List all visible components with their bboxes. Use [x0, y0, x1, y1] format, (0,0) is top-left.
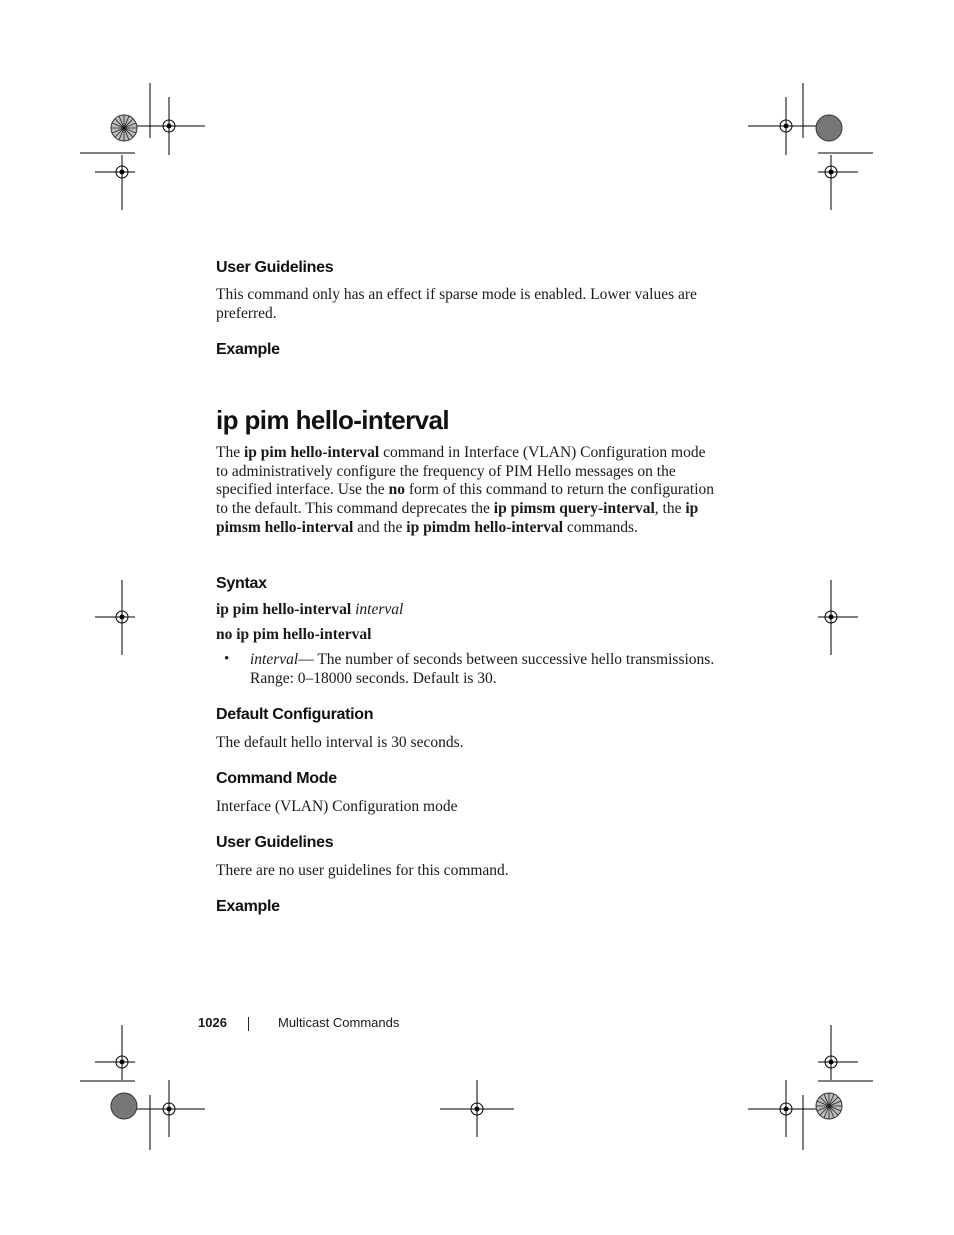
- example-heading-2: Example: [216, 898, 280, 915]
- user-guidelines-heading-2: User Guidelines: [216, 834, 334, 851]
- command-description: The ip pim hello-interval command in Interface (VLAN) Configuration mode to administratively configure the frequency of PIM Hello messages on the specified interface. Use the no form of this command to return the configuration to the default. This command deprecates the ip pimsm query-interval, the ip pimsm hello-interval and the ip pimdm hello-interval commands.: [216, 444, 715, 536]
- syntax-line-2: no ip pim hello-interval: [216, 626, 372, 643]
- default-configuration-text: The default hello interval is 30 seconds.: [216, 734, 464, 751]
- syntax-heading: Syntax: [216, 575, 267, 592]
- user-guidelines-text: This command only has an effect if sparse mode is enabled. Lower values are preferred.: [216, 286, 697, 322]
- user-guidelines-text-2: There are no user guidelines for this command.: [216, 862, 509, 879]
- page-number: 1026: [198, 1015, 227, 1030]
- command-title: ip pim hello-interval: [216, 405, 449, 435]
- command-mode-text: Interface (VLAN) Configuration mode: [216, 798, 458, 815]
- footer-divider: [248, 1017, 249, 1031]
- command-mode-heading: Command Mode: [216, 770, 337, 787]
- example-heading: Example: [216, 341, 280, 358]
- bullet: •: [224, 651, 230, 667]
- parameter-description: interval— The number of seconds between successive hello transmissions. Range: 0–18000 seconds. Default is 30.: [250, 651, 715, 687]
- user-guidelines-heading: User Guidelines: [216, 259, 334, 276]
- chapter-title: Multicast Commands: [278, 1015, 400, 1030]
- default-configuration-heading: Default Configuration: [216, 706, 374, 723]
- syntax-line-1: ip pim hello-interval interval: [216, 601, 404, 618]
